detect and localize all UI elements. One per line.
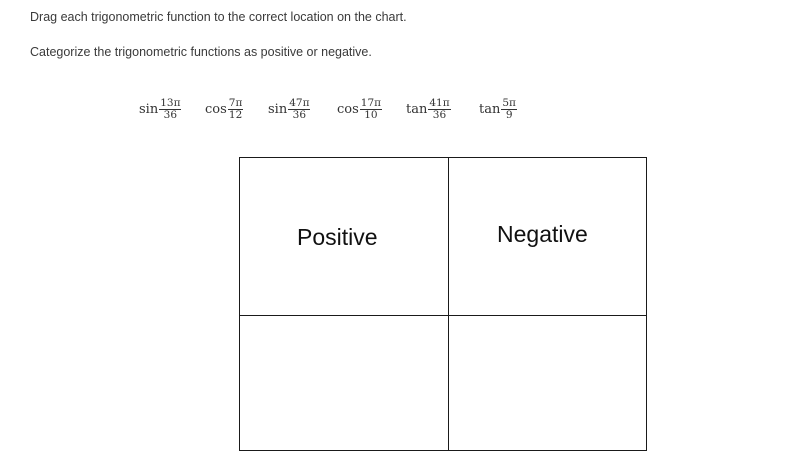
tile-denominator: 10 (364, 108, 378, 121)
tile-fraction (228, 98, 244, 121)
drag-tile-sin-47pi-36[interactable] (268, 94, 310, 124)
tile-fraction (501, 98, 517, 121)
tile-denominator: 36 (163, 108, 178, 121)
tile-function: sin (268, 101, 288, 117)
negative-column-header: Negative (497, 221, 588, 247)
tile-numerator: 47π (289, 96, 310, 109)
tile-denominator: 36 (292, 108, 307, 121)
tile-fraction (428, 98, 450, 121)
tile-denominator: 36 (432, 108, 447, 121)
tile-numerator: 41π (429, 96, 450, 109)
drag-tile-sin-13pi-36[interactable] (139, 94, 181, 124)
negative-drop-zone[interactable] (449, 316, 646, 450)
tile-numerator: 5π (502, 96, 516, 109)
tile-fraction (288, 98, 310, 121)
tile-function: tan (479, 101, 501, 117)
tile-denominator: 9 (505, 108, 513, 121)
tile-function: sin (139, 101, 159, 117)
tile-function: cos (205, 101, 227, 117)
categorize-chart (239, 157, 647, 451)
positive-column-header: Positive (297, 224, 378, 250)
positive-drop-zone[interactable] (240, 316, 448, 450)
drag-tile-cos-7pi-12[interactable] (205, 94, 243, 124)
instruction-categorize: Categorize the trigonometric functions as positive or negative. (30, 45, 372, 59)
drag-tile-cos-17pi-10[interactable] (337, 94, 382, 124)
tile-numerator: 13π (160, 96, 181, 109)
drag-tile-tan-41pi-36[interactable] (406, 94, 451, 124)
tile-numerator: 17π (360, 96, 382, 109)
tile-numerator: 7π (228, 96, 243, 109)
tile-fraction (159, 98, 181, 121)
tile-function: tan (406, 101, 428, 117)
instruction-drag: Drag each trigonometric function to the correct location on the chart. (30, 10, 407, 24)
tile-denominator: 12 (228, 108, 243, 121)
drag-tile-tan-5pi-9[interactable] (479, 94, 517, 124)
tile-function: cos (337, 101, 359, 117)
tile-fraction (360, 98, 382, 121)
